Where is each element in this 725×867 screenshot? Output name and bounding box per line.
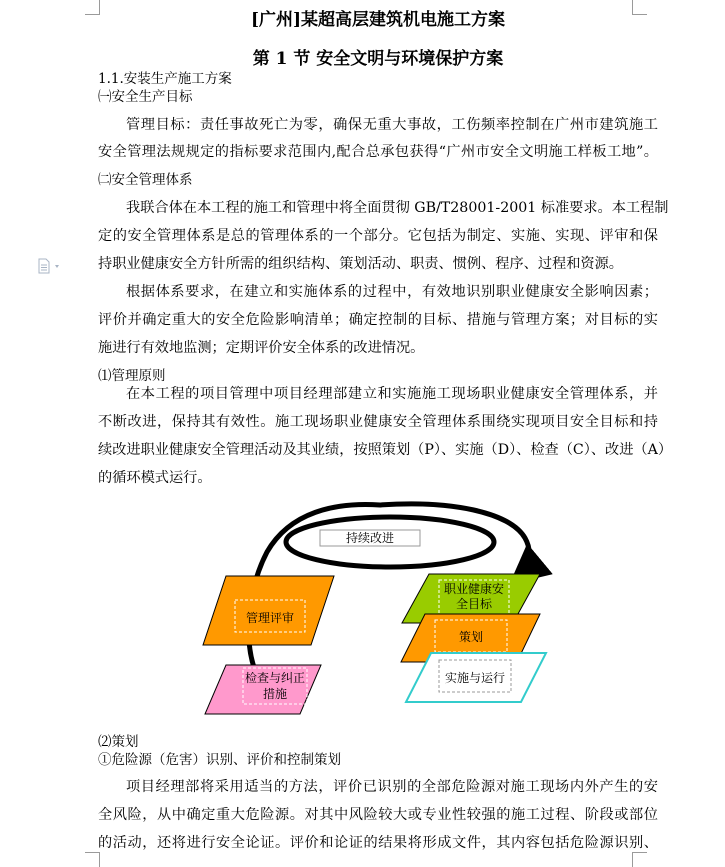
paragraph-4-line-1: 在本工程的项目管理中项目经理部建立和实施施工现场职业健康安全管理体系，并	[126, 386, 658, 402]
paragraph-2-line-1: 我联合体在本工程的施工和管理中将全面贯彻 GB/T28001-2001 标准要求。本工程制	[126, 200, 669, 216]
paragraph-5-line-2: 全风险，从中确定重大危险源。对其中风险较大或专业性较强的施工过程、阶段或部位	[98, 807, 658, 823]
paragraph-2-line-2: 定的安全管理体系是总的管理体系的一个部分。它包括为制定、实施、实现、评审和保	[98, 228, 658, 244]
paragraph-1-line-1: 管理目标：责任事故死亡为零，确保无重大事故，工伤频率控制在广州市建筑施工	[126, 117, 658, 133]
paragraph-3-line-1: 根据体系要求，在建立和实施体系的过程中，有效地识别职业健康安全影响因素；	[126, 284, 658, 300]
planning-label: 策划	[458, 630, 484, 644]
heading-management-principle: ⑴管理原则	[98, 368, 166, 384]
document-title: [广州]某超高层建筑机电施工方案	[250, 10, 506, 30]
check-correct-label-1: 检查与纠正	[244, 671, 306, 685]
paragraph-4-line-2: 不断改进，保持其有效性。施工现场职业健康安全管理体系围绕实现项目安全目标和持	[98, 414, 658, 430]
heading-planning: ⑵策划	[98, 734, 139, 750]
ohs-goal-label-2: 全目标	[455, 597, 493, 611]
paragraph-options-button[interactable]	[36, 258, 64, 274]
heading-safety-system: ㈡安全管理体系	[98, 172, 193, 188]
ohs-goal-label-1: 职业健康安	[443, 582, 505, 596]
document-icon	[36, 258, 64, 274]
page-corner-bottom-left	[85, 852, 100, 867]
heading-1-1: 1.1.安装生产施工方案	[98, 71, 232, 87]
heading-hazard-identification: ①危险源（危害）识别、评价和控制策划	[98, 752, 341, 768]
check-correct-label-2: 措施	[262, 687, 288, 701]
paragraph-4-line-4: 的循环模式运行。	[98, 470, 212, 486]
continuous-improvement-label: 持续改进	[345, 531, 395, 545]
management-review-label: 管理评审	[245, 611, 295, 625]
paragraph-4-line-3: 续改进职业健康安全管理活动及其业绩，按照策划（P）、实施（D）、检查（C）、改进（A）	[98, 442, 673, 458]
paragraph-3-line-2: 评价并确定重大的安全危险影响清单；确定控制的目标、措施与管理方案；对目标的实	[98, 312, 658, 328]
section-title: 第 1 节 安全文明与环境保护方案	[252, 49, 504, 69]
paragraph-5-line-3: 的活动，还将进行安全论证。评价和论证的结果将形成文件，其内容包括危险源识别、	[98, 835, 658, 851]
heading-safety-goal: ㈠安全生产目标	[98, 89, 193, 105]
implement-operate-label: 实施与运行	[444, 671, 506, 685]
paragraph-5-line-1: 项目经理部将采用适当的方法，评价已识别的全部危险源对施工现场内外产生的安	[126, 779, 658, 795]
paragraph-3-line-3: 施进行有效地监测；定期评价安全体系的改进情况。	[98, 340, 425, 356]
pdca-cycle-diagram	[195, 490, 555, 715]
paragraph-1-line-2: 安全管理法规规定的指标要求范围内,配合总承包获得“广州市安全文明施工样板工地”。	[98, 144, 658, 160]
paragraph-2-line-3: 持职业健康安全方针所需的组织结构、策划活动、职责、惯例、程序、过程和资源。	[98, 256, 623, 272]
page-corner-bottom-right	[632, 852, 647, 867]
